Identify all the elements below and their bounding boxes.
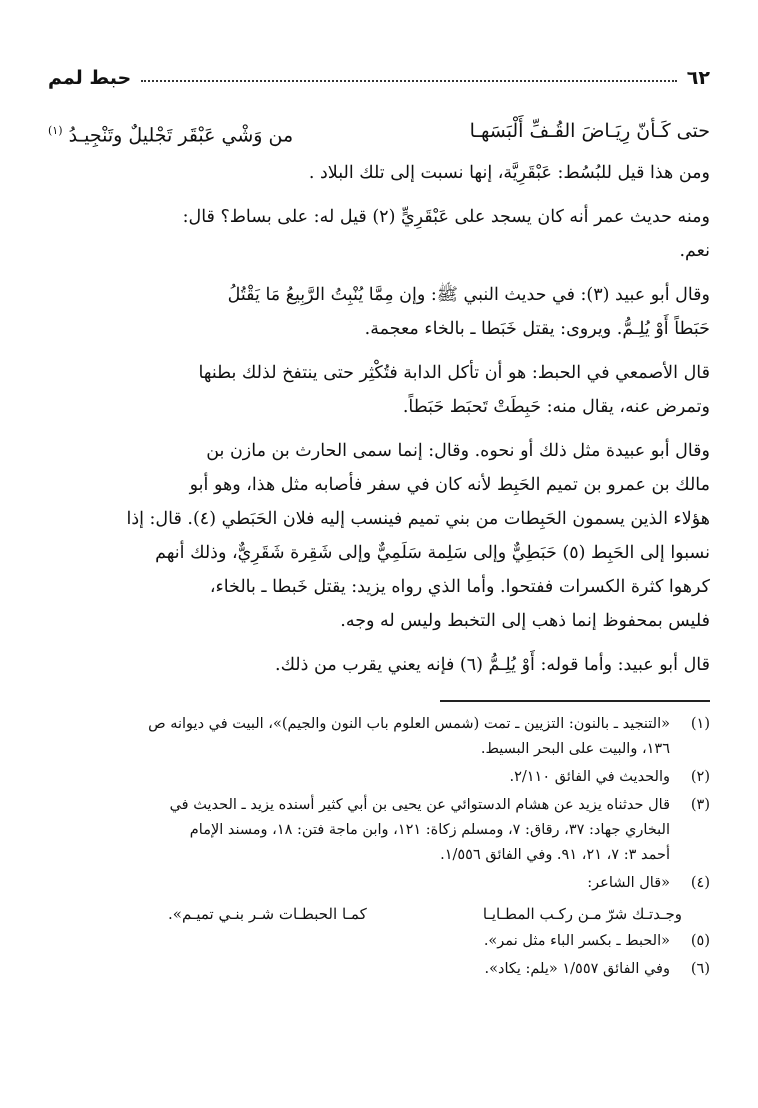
footnote-text: [48, 712, 670, 762]
footnote-line: والحديث في الفائق ٢/١١٠.: [509, 769, 670, 786]
footnote-line: أحمد ٣: ٧، ٢١، ٩١. وفي الفائق ١/٥٥٦.: [440, 847, 670, 864]
footnote-poem-verse: [48, 899, 710, 929]
footnote-line: وفي الفائق ١/٥٥٧ «يلم: يكاد».: [484, 961, 670, 978]
footnote-number: (٦): [690, 961, 710, 978]
footnote-verse-hemistich-1: وجـدتـك شرّ مـن ركـب المطـايـا: [482, 905, 682, 924]
footnote-number: (٥): [690, 933, 710, 950]
footnote-number: (٤): [690, 875, 710, 892]
footnote-line: ١٣٦، والبيت على البحر البسيط.: [480, 741, 670, 758]
footnote: [48, 871, 710, 896]
footnote: [48, 929, 710, 954]
text-line: وقال أبو عبيدة مثل ذلك أو نحوه. وقال: إنما سمى الحارث بن مازن بن: [206, 441, 710, 462]
footnote-number: (٢): [690, 769, 710, 786]
footnote-line: «قال الشاعر:: [587, 875, 670, 892]
paragraph: [48, 156, 710, 190]
main-text: [48, 114, 710, 682]
footnote-text: [48, 793, 670, 868]
footnote-verse-hemistich-2: كمـا الحبطـات شـر بنـي تميـم».: [168, 905, 367, 924]
text-line: فليس بمحفوظ إنما ذهب إلى التخبط وليس له وجه.: [340, 611, 710, 632]
footnote-text: [48, 765, 670, 790]
text-line: وقال أبو عبيد (٣): في حديث النبي ﷺ: وإن مِمَّا يُنْبِتُ الرَّبِيعُ مَا يَقْتُلُ: [227, 285, 710, 306]
footnote-separator: [440, 700, 710, 702]
verse-hemistich-1: حتى كَـأنّ رِيَـاضَ القُـفِّ أَلْبَسَهـا: [469, 120, 710, 142]
footnote-text: [48, 871, 670, 896]
header-leader-dots: [141, 80, 677, 82]
footnote-number: (٣): [690, 797, 710, 814]
footnote-text: [48, 929, 670, 954]
footnote-number: (١): [690, 716, 710, 733]
book-page: [48, 62, 710, 985]
text-line: مالك بن عمرو بن تميم الحَبِط لأنه كان في سفر فأصابه مثل هذا، وهو أبو: [189, 475, 710, 496]
text-line: نعم.: [679, 241, 710, 262]
text-line: قال أبو عبيد: وأما قوله: أَوْ يُلِـمُّ (٦) فإنه يعني يقرب من ذلك.: [275, 655, 710, 676]
running-header: [48, 62, 710, 94]
text-line: كرهوا كثرة الكسرات ففتحوا. وأما الذي رواه يزيد: يقتل خَبطا ـ بالخاء،: [209, 577, 710, 598]
text-line: ومنه حديث عمر أنه كان يسجد على عَبْقَرِيٍّ (٢) قيل له: على بساط؟ قال:: [182, 207, 710, 228]
verse-hemistich-2-text: من وَشْي عَبْقَر تَجْليلٌ وتَنْجِيـدُ: [68, 124, 294, 147]
footnote-line: «الحبط ـ بكسر الباء مثل نمر».: [483, 933, 670, 950]
verse-hemistich-2: [48, 114, 293, 152]
paragraph: [48, 278, 710, 346]
footnote-text: [48, 957, 670, 982]
paragraph: [48, 434, 710, 638]
page-number: ٦٢: [686, 67, 710, 89]
paragraph: [48, 356, 710, 424]
text-line: قال الأصمعي في الحبط: هو أن تأكل الدابة فتُكْثِر حتى ينتفخ لذلك بطنها: [198, 363, 710, 384]
footnote: [48, 793, 710, 868]
text-line: حَبَطاً أَوْ يُلِـمُّ. ويروى: يقتل خَبَطا ـ بالخاء معجمة.: [364, 319, 710, 340]
footnote: [48, 957, 710, 982]
text-line: نسبوا إلى الحَبِط (٥) حَبَطِيٌّ وإلى سَلِمة سَلَمِيٌّ وإلى شَقِرة شَقَرِيٌّ، وذلك أنهم: [155, 543, 710, 564]
footnote-ref: (١): [48, 124, 63, 137]
footnote: [48, 712, 710, 762]
running-title: حبط لمم: [48, 67, 132, 89]
text-line: ومن هذا قيل للبُسُط: عَبْقَرِيَّة، إنها نسبت إلى تلك البلاد .: [308, 163, 710, 184]
footnote-line: «التنجيد ـ بالنون: التزيين ـ تمت (شمس العلوم باب النون والجيم)»، البيت في ديوانه ص: [148, 716, 670, 733]
footnotes: [48, 712, 710, 982]
footnote: [48, 765, 710, 790]
poem-verse: [48, 114, 710, 152]
footnote-line: قال حدثناه يزيد عن هشام الدستوائي عن يحيى بن أبي كثير أسنده يزيد ـ الحديث في: [169, 797, 670, 814]
paragraph: [48, 200, 710, 268]
text-line: هؤلاء الذين يسمون الحَبِطات من بني تميم فينسب إليه فلان الحَبَطي (٤). قال: إذا: [126, 509, 710, 530]
text-line: وتمرض عنه، يقال منه: حَبِطَتْ تَحبَط حَبَطاً.: [402, 397, 710, 418]
footnote-line: البخاري جهاد: ٣٧، رقاق: ٧، ومسلم زكاة: ١٢١، وابن ماجة فتن: ١٨، ومسند الإمام: [189, 822, 670, 839]
paragraph: [48, 648, 710, 682]
